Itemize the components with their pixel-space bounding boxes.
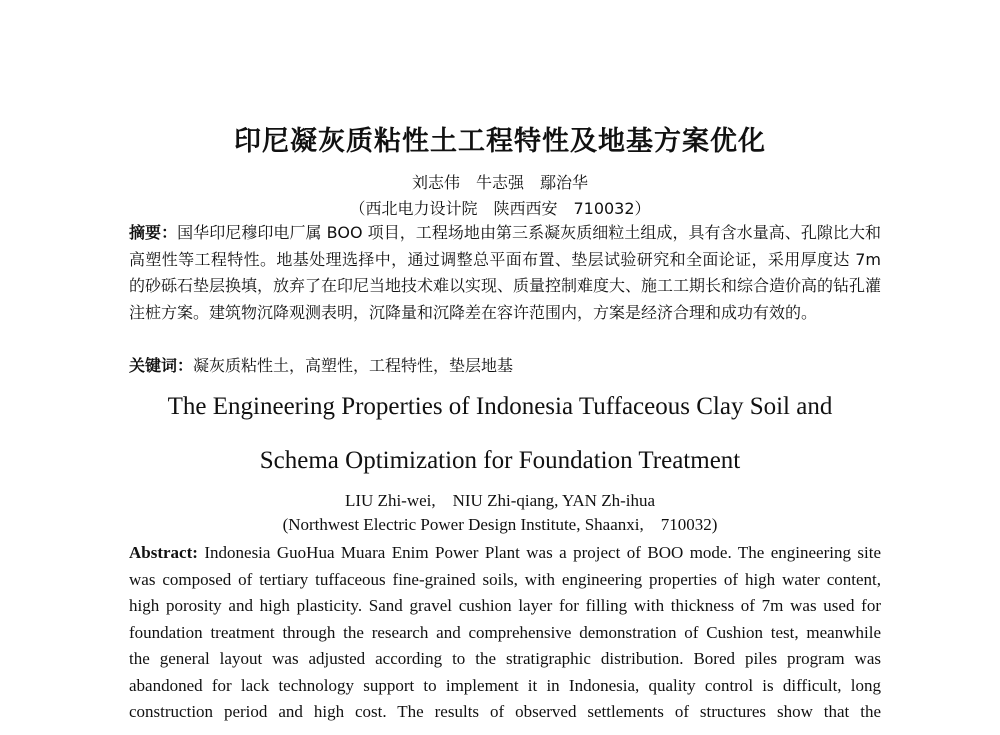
en-abstract-line: was composed of tertiary tuffaceous fine-grained soils, with engineering properties of high water content,	[129, 569, 881, 589]
cn-keywords-text: 凝灰质粘性土，高塑性，工程特性，垫层地基	[193, 356, 514, 375]
cn-keywords	[129, 353, 881, 380]
cn-abstract-text: 国华印尼穆印电厂属 BOO 项目，工程场地由第三系凝灰质细粒土组成，具有含水量高、孔隙比大和高塑性等工程特性。地基处理选择中，通过调整总平面布置、垫层试验研究和全面论证，采用厚度达 7m 的砂砾石垫层换填，放弃了在印尼当地技术难以实现、质量控制难度大、施工工期长和综合造价高的钻孔灌注桩方案。建筑物沉降观测表明，沉降量和沉降差在容许范围内，方案是经济合理和成功有效的。	[129, 223, 882, 322]
en-abstract-line: construction period and high cost. The results of observed settlements of structures show that the	[129, 702, 881, 721]
cn-affiliation: （西北电力设计院 陕西西安 710032）	[349, 199, 651, 218]
cn-authors: 刘志伟 牛志强 鄢治华	[411, 173, 588, 192]
cn-keywords-label: 关键词：	[129, 356, 194, 375]
en-abstract-label: Abstract:	[129, 543, 198, 562]
cn-abstract	[129, 220, 881, 326]
en-abstract-line: abandoned for lack technology support to implement it in Indonesia, quality control is difficult, long	[129, 675, 881, 695]
cn-title: 印尼凝灰质粘性土工程特性及地基方案优化	[234, 126, 766, 157]
en-abstract	[129, 540, 881, 726]
en-abstract-line: the general layout was adjusted according to the stratigraphic distribution. Bored piles program was	[129, 649, 881, 668]
en-affiliation: (Northwest Electric Power Design Institute, Shaanxi, 710032)	[282, 515, 718, 534]
en-abstract-line: high porosity and high plasticity. Sand gravel cushion layer for filling with thickness of 7m was used for	[129, 596, 881, 615]
en-authors: LIU Zhi-wei, NIU Zhi-qiang, YAN Zh-ihua	[344, 491, 656, 510]
en-abstract-line: foundation treatment through the research and comprehensive demonstration of Cushion test, meanwhile	[129, 622, 881, 642]
cn-abstract-label: 摘要：	[129, 223, 178, 242]
en-title-line-2: Schema Optimization for Foundation Treatment	[259, 447, 741, 474]
en-abstract-line-text: Indonesia GuoHua Muara Enim Power Plant was a project of BOO mode. The engineering site	[197, 543, 881, 562]
en-title-line-1: The Engineering Properties of Indonesia Tuffaceous Clay Soil and	[167, 393, 833, 420]
en-abstract-line	[129, 540, 881, 567]
